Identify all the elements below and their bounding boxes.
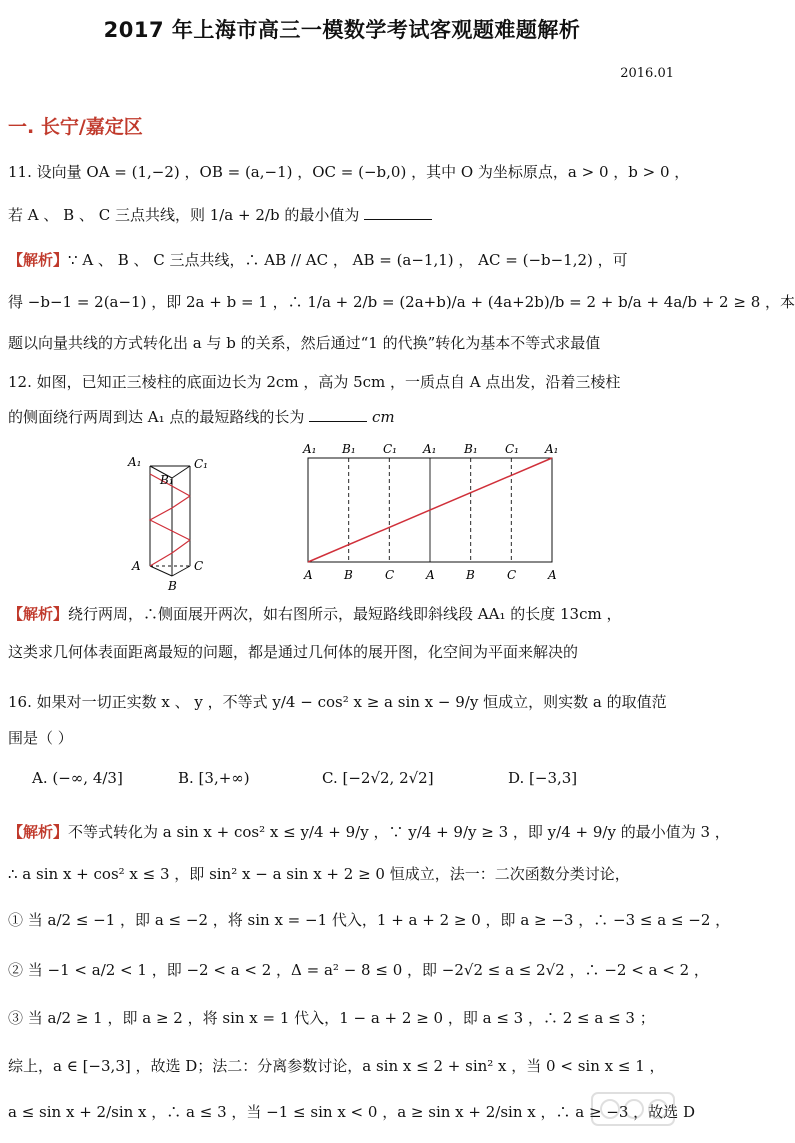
a11-line2: 得 −b−1 = 2(a−1) ，即 2a + b = 1 ，∴ 1/a + 2/b = (2a+b)/a + (4a+2b)/b = 2 + b/a + 4a/b + 2 ≥ 8 ，本 (8, 293, 795, 311)
answer-blank (309, 407, 367, 422)
label-B: B (168, 579, 177, 593)
a16-line7: a ≤ sin x + 2/sin x ，∴ a ≤ 3 ，当 −1 ≤ sin x < 0 ，a ≥ sin x + 2/sin x ，∴ a ≥ −3 ，故选 D (8, 1103, 695, 1121)
q12-line2 (8, 405, 678, 429)
a16-line5: ③ 当 a/2 ≥ 1 ，即 a ≥ 2 ，将 sin x = 1 代入，1 − a + 2 ≥ 0 ，即 a ≤ 3 ，∴ 2 ≤ a ≤ 3 ； (8, 1009, 655, 1027)
q11-line2-text: 若 A 、 B 、 C 三点共线，则 1/a + 2/b 的最小值为 (8, 206, 360, 224)
q16-line2: 围是（ ） (8, 729, 73, 747)
top-label: C₁ (505, 442, 519, 456)
top-label: A₁ (545, 442, 559, 456)
bottom-label: A (304, 568, 313, 582)
top-label: C₁ (383, 442, 397, 456)
label-B1: B₁ (160, 473, 174, 487)
date-label: 2016.01 (620, 66, 674, 81)
bottom-label: B (344, 568, 353, 582)
a16-line1-text: 不等式转化为 a sin x + cos² x ≤ y/4 + 9/y ，∵ y/4 + 9/y ≥ 3 ，即 y/4 + 9/y 的最小值为 3 ， (68, 823, 730, 841)
option-b: B. [3,+∞) (178, 769, 250, 787)
q12-line2-text: 的侧面绕行两周到达 A₁ 点的最短路线的长为 (8, 408, 305, 426)
a12-line1 (8, 602, 678, 626)
a11-line1 (8, 248, 678, 272)
bottom-label: C (385, 568, 395, 582)
q12-line1: 12. 如图，已知正三棱柱的底面边长为 2cm ，高为 5cm ，一质点自 A 点出发，沿着三棱柱 (8, 373, 621, 391)
q11-line2 (8, 203, 678, 227)
bottom-label: A (426, 568, 435, 582)
q16-line1: 16. 如果对一切正实数 x 、 y ，不等式 y/4 − cos² x ≥ a sin x − 9/y 恒成立，则实数 a 的取值范 (8, 693, 667, 711)
a11-line1-text: ∵ A 、 B 、 C 三点共线，∴ AB // AC ， AB = (a−1,1) ， AC = (−b−1,2) ，可 (68, 251, 628, 269)
unfolded-net-figure (296, 440, 568, 588)
prism-edge (172, 566, 190, 576)
option-a: A. (−∞, 4/3] (32, 769, 123, 787)
bottom-label: C (507, 568, 517, 582)
section-heading: 一. 长宁/嘉定区 (8, 116, 143, 138)
path-segment (150, 540, 190, 566)
top-label: B₁ (464, 442, 478, 456)
answer-blank (364, 205, 432, 220)
analysis-tag: 【解析】 (8, 823, 69, 841)
path-segment (150, 496, 190, 540)
option-c: C. [−2√2, 2√2] (322, 769, 434, 787)
option-d: D. [−3,3] (508, 769, 578, 787)
prism-figure (120, 448, 220, 596)
a16-line6: 综上，a ∈ [−3,3] ，故选 D；法二：分离参数讨论，a sin x ≤ 2 + sin² x ，当 0 < sin x ≤ 1 ， (8, 1057, 665, 1075)
a12-line1-text: 绕行两周，∴侧面展开两次，如右图所示，最短路线即斜线段 AA₁ 的长度 13cm ， (68, 605, 622, 623)
a12-line2: 这类求几何体表面距离最短的问题，都是通过几何体的展开图，化空间为平面来解决的 (8, 643, 579, 661)
top-label: A₁ (303, 442, 317, 456)
a16-line3: ① 当 a/2 ≤ −1 ，即 a ≤ −2 ，将 sin x = −1 代入，1 + a + 2 ≥ 0 ，即 a ≥ −3 ，∴ −3 ≤ a ≤ −2 ， (8, 911, 731, 929)
bottom-label: B (466, 568, 475, 582)
top-label: B₁ (342, 442, 356, 456)
prism-edge (150, 566, 172, 576)
page-title: 2017 年上海市高三一模数学考试客观题难题解析 (103, 18, 581, 42)
label-A: A (132, 559, 141, 573)
a16-line4: ② 当 −1 < a/2 < 1 ，即 −2 < a < 2 ，Δ = a² − 8 ≤ 0 ，即 −2√2 ≤ a ≤ 2√2 ，∴ −2 < a < 2 ， (8, 961, 709, 979)
label-C1: C₁ (194, 457, 208, 471)
label-A1-left: A₁ (128, 455, 142, 469)
prism-edge (172, 466, 190, 478)
a11-line3: 题以向量共线的方式转化出 a 与 b 的关系，然后通过“1 的代换”转化为基本不等式求最值 (8, 334, 601, 352)
q11-line1: 11. 设向量 OA = (1,−2) ，OB = (a,−1) ，OC = (−b,0) ，其中 O 为坐标原点，a > 0 ，b > 0 ， (8, 163, 690, 181)
analysis-tag: 【解析】 (8, 605, 69, 623)
watermark-logo (588, 1089, 678, 1129)
bottom-label: A (548, 568, 557, 582)
label-C: C (194, 559, 204, 573)
a16-line1 (8, 820, 730, 844)
analysis-tag: 【解析】 (8, 251, 69, 269)
top-label: A₁ (423, 442, 437, 456)
a16-line2: ∴ a sin x + cos² x ≤ 3 ，即 sin² x − a sin x + 2 ≥ 0 恒成立，法一：二次函数分类讨论， (8, 865, 630, 883)
q12-unit: cm (371, 408, 395, 426)
